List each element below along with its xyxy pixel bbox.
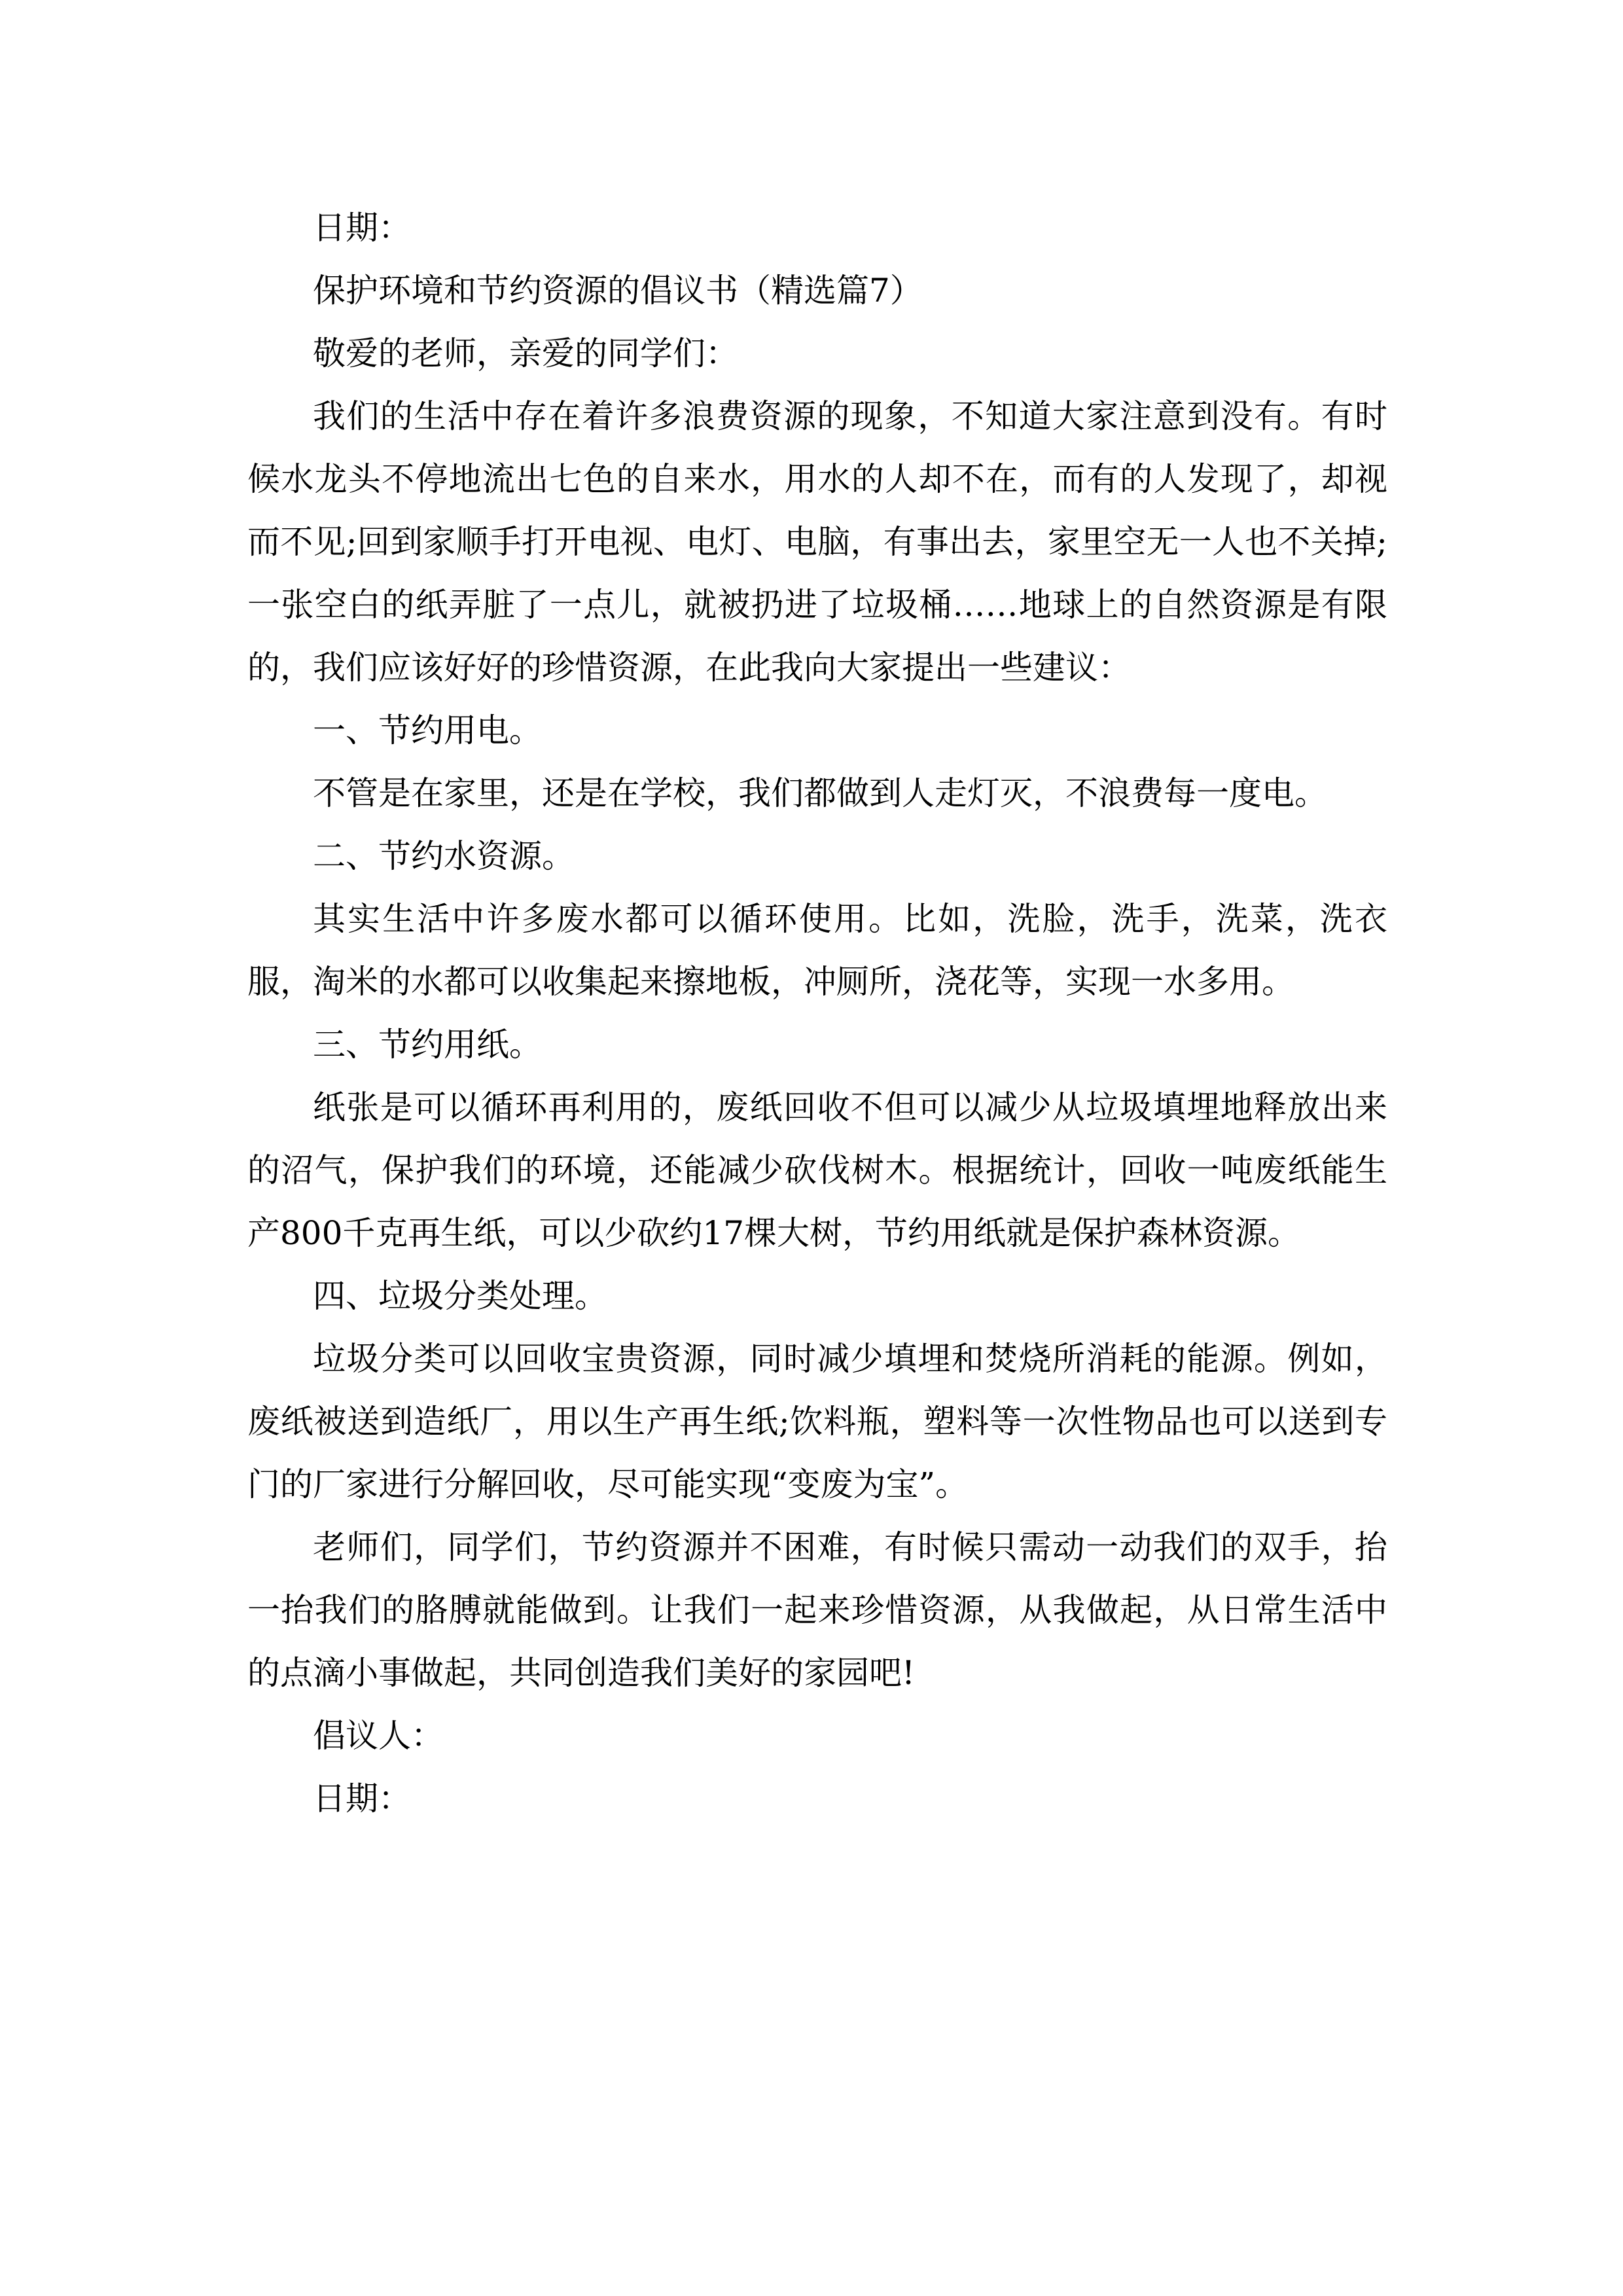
- electricity-paragraph: 不管是在家里，还是在学校，我们都做到人走灯灭，不浪费每一度电。: [313, 774, 1327, 812]
- section-heading-water: 二、节约水资源。: [313, 837, 575, 875]
- proposer-line: 倡议人：: [313, 1717, 444, 1755]
- paper-paragraph: 纸张是可以循环再利用的，废纸回收不但可以减少从垃圾填埋地释放出来的沼气，保护我们的环境，还能减少砍伐树木。根据统计，回收一吨废纸能生产800千克再生纸，可以少砍约17棵大树，节约用纸就是保护森林资源。: [247, 1088, 1387, 1252]
- garbage-paragraph: 垃圾分类可以回收宝贵资源，同时减少填埋和焚烧所消耗的能源。例如，废纸被送到造纸厂，用以生产再生纸;饮料瓶，塑料等一次性物品也可以送到专门的厂家进行分解回收，尽可能实现“变废为宝”。: [247, 1340, 1387, 1503]
- water-paragraph: 其实生活中许多废水都可以循环使用。比如，洗脸，洗手，洗菜，洗衣服，淘米的水都可以收集起来擦地板，冲厕所，浇花等，实现一水多用。: [247, 900, 1387, 1001]
- proposal-title: 保护环境和节约资源的倡议书（精选篇7）: [313, 272, 923, 310]
- section-heading-electricity: 一、节约用电。: [313, 711, 542, 749]
- section-heading-garbage: 四、垃圾分类处理。: [313, 1277, 607, 1315]
- closing-paragraph: 老师们，同学们，节约资源并不困难，有时候只需动一动我们的双手，抬一抬我们的胳膊就能做到。让我们一起来珍惜资源，从我做起，从日常生活中的点滴小事做起，共同创造我们美好的家园吧!: [247, 1528, 1387, 1692]
- intro-paragraph: 我们的生活中存在着许多浪费资源的现象，不知道大家注意到没有。有时候水龙头不停地流出七色的自来水，用水的人却不在，而有的人发现了，却视而不见;回到家顺手打开电视、电灯、电脑，有事出去，家里空无一人也不关掉;一张空白的纸弄脏了一点儿，就被扔进了垃圾桶……地球上的自然资源是有限的，我们应该好好的珍惜资源，在此我向大家提出一些建议：: [247, 397, 1387, 687]
- date-line-top: 日期：: [313, 209, 411, 247]
- section-heading-paper: 三、节约用纸。: [313, 1026, 542, 1064]
- document-page: [247, 196, 1387, 1830]
- salutation: 敬爱的老师，亲爱的同学们：: [313, 334, 738, 372]
- date-line-bottom: 日期：: [313, 1780, 411, 1818]
